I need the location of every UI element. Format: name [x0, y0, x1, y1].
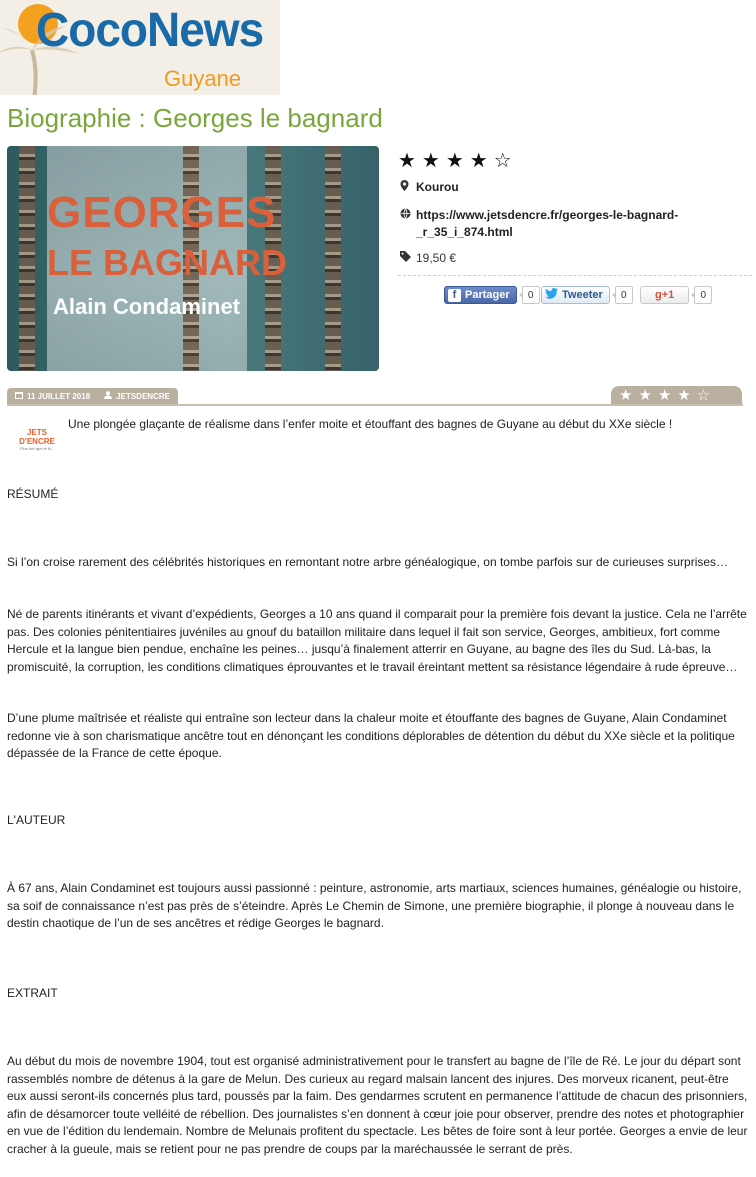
- facebook-share: [444, 286, 540, 304]
- website-row[interactable]: [400, 207, 700, 241]
- google-plus-button[interactable]: g +1: [640, 286, 689, 304]
- globe-icon: [400, 207, 412, 224]
- google-plus-icon: g: [655, 289, 662, 301]
- price-row: [400, 251, 456, 265]
- cover-title-line2: LE BAGNARD: [47, 242, 287, 283]
- cover-title-line1: GEORGES: [47, 188, 277, 237]
- publisher-logo: JETS D'ENCRE Plus fort que le fil...: [19, 428, 55, 451]
- location-row: [400, 180, 459, 194]
- meta-divider: [7, 404, 743, 406]
- facebook-icon: f: [448, 289, 461, 302]
- section-heading-auteur: L'AUTEUR: [7, 813, 66, 827]
- location-text: Kourou: [416, 180, 459, 194]
- logo-wordmark: CocoNews: [36, 1, 264, 57]
- logo-region: Guyane: [164, 66, 242, 91]
- section-heading-resume: RÉSUMÉ: [7, 487, 59, 501]
- article-date: 11 JUILLET 2018: [27, 391, 91, 401]
- paragraph: D’une plume maîtrisée et réaliste qui entraîne son lecteur dans la chaleur moite et étouffante des bagnes de Guyane, Alain Condaminet redonne vie à son charismatique ancêtre tout en dénonçant les conditions déplorables de détention du début du XXe siècle et la politique dépassée de la France de cette époque.: [7, 711, 735, 760]
- site-logo[interactable]: [0, 0, 280, 95]
- twitter-icon: [545, 288, 558, 302]
- paragraph: Si l’on croise rarement des célébrités historiques en remontant notre arbre généalogique, on tombe parfois sur de curieuses surprises…: [7, 555, 729, 569]
- cover-author: Alain Condaminet: [53, 294, 241, 319]
- article-meta: [7, 388, 178, 404]
- map-marker-icon: [400, 180, 412, 194]
- paragraph: Né de parents itinérants et vivant d’expédients, Georges a 10 ans quand il comparait pour la première fois devant la justice. Cela ne l’arrête pas. Des colonies pénitentiaires juvéniles au gnouf du bataillon militaire dans lequel il fait son service, Georges, ambitieux, fort comme Hercule et la langue bien pendue, enchaîne les peines… jusqu’à finalement atterrir en Guyane, au bagne des îles du Sud. Là-bas, la promiscuité, la corruption, les conditions climatiques éprouvantes et le travail éreintant mettent sa résistance légendaire à rude épreuve…: [7, 607, 747, 674]
- book-cover-image: [7, 146, 379, 371]
- price-text: 19,50 €: [416, 251, 457, 265]
- rating-stars: ★★★★☆: [398, 148, 518, 172]
- page-title: Biographie : Georges le bagnard: [7, 103, 383, 133]
- article-lead: Une plongée glaçante de réalisme dans l’enfer moite et étouffant des bagnes de Guyane au début du XXe siècle !: [68, 417, 673, 431]
- section-heading-extrait: EXTRAIT: [7, 986, 58, 1000]
- twitter-share-count: 0: [615, 286, 633, 304]
- website-link[interactable]: https://www.jetsdencre.fr/georges-le-bagnard- _r_35_i_874.html: [416, 208, 679, 239]
- facebook-share-count: 0: [522, 286, 540, 304]
- article-author-link[interactable]: JETSDENCRE: [116, 391, 170, 401]
- google-plus-share: [640, 286, 712, 304]
- calendar-icon: [15, 391, 23, 402]
- twitter-share: [541, 286, 633, 304]
- google-plus-count: 0: [694, 286, 712, 304]
- divider: [398, 275, 752, 276]
- meta-rating-stars: ★★★★☆: [611, 386, 742, 404]
- facebook-share-button[interactable]: f Partager: [444, 286, 517, 304]
- paragraph: À 67 ans, Alain Condaminet est toujours aussi passionné : peinture, astronomie, arts martiaux, sciences humaines, généalogie ou histoire, sa soif de connaissance n’est pas près de s’éteindre. Après Le Chemin de Simone, une première biographie, il plonge à nouveau dans le destin chaotique de l’un de ses ancêtres et rédige Georges le bagnard.: [7, 881, 742, 930]
- user-icon: [104, 391, 112, 402]
- paragraph: Au début du mois de novembre 1904, tout est organisé administrativement pour le transfert au bagne de l’île de Ré. Le jour du départ sont rassemblés nombre de détenus à la gare de Melun. Des curieux au regard malsain lancent des injures. Des morveux ricanent, peut-être eux aussi seront-ils concernés plus tard, poussés par la faim. Des gendarmes scrutent en permanence l’attitude de chacun des prisonniers, afin de désamorcer toute velléité de rébellion. Des journalistes s’en donnent à cœur joie pour observer, prendre des notes et photographier en vue de l’édition du lendemain. Nombre de Melunais profitent du spectacle. Les bêtes de foire sont à leur portée. Georges a envie de leur cracher à la gueule, mais se retient pour ne pas prendre de coups par la maréchaussée le serrant de près.: [7, 1054, 748, 1156]
- tag-icon: [400, 251, 412, 265]
- twitter-share-button[interactable]: Tweeter: [541, 286, 610, 304]
